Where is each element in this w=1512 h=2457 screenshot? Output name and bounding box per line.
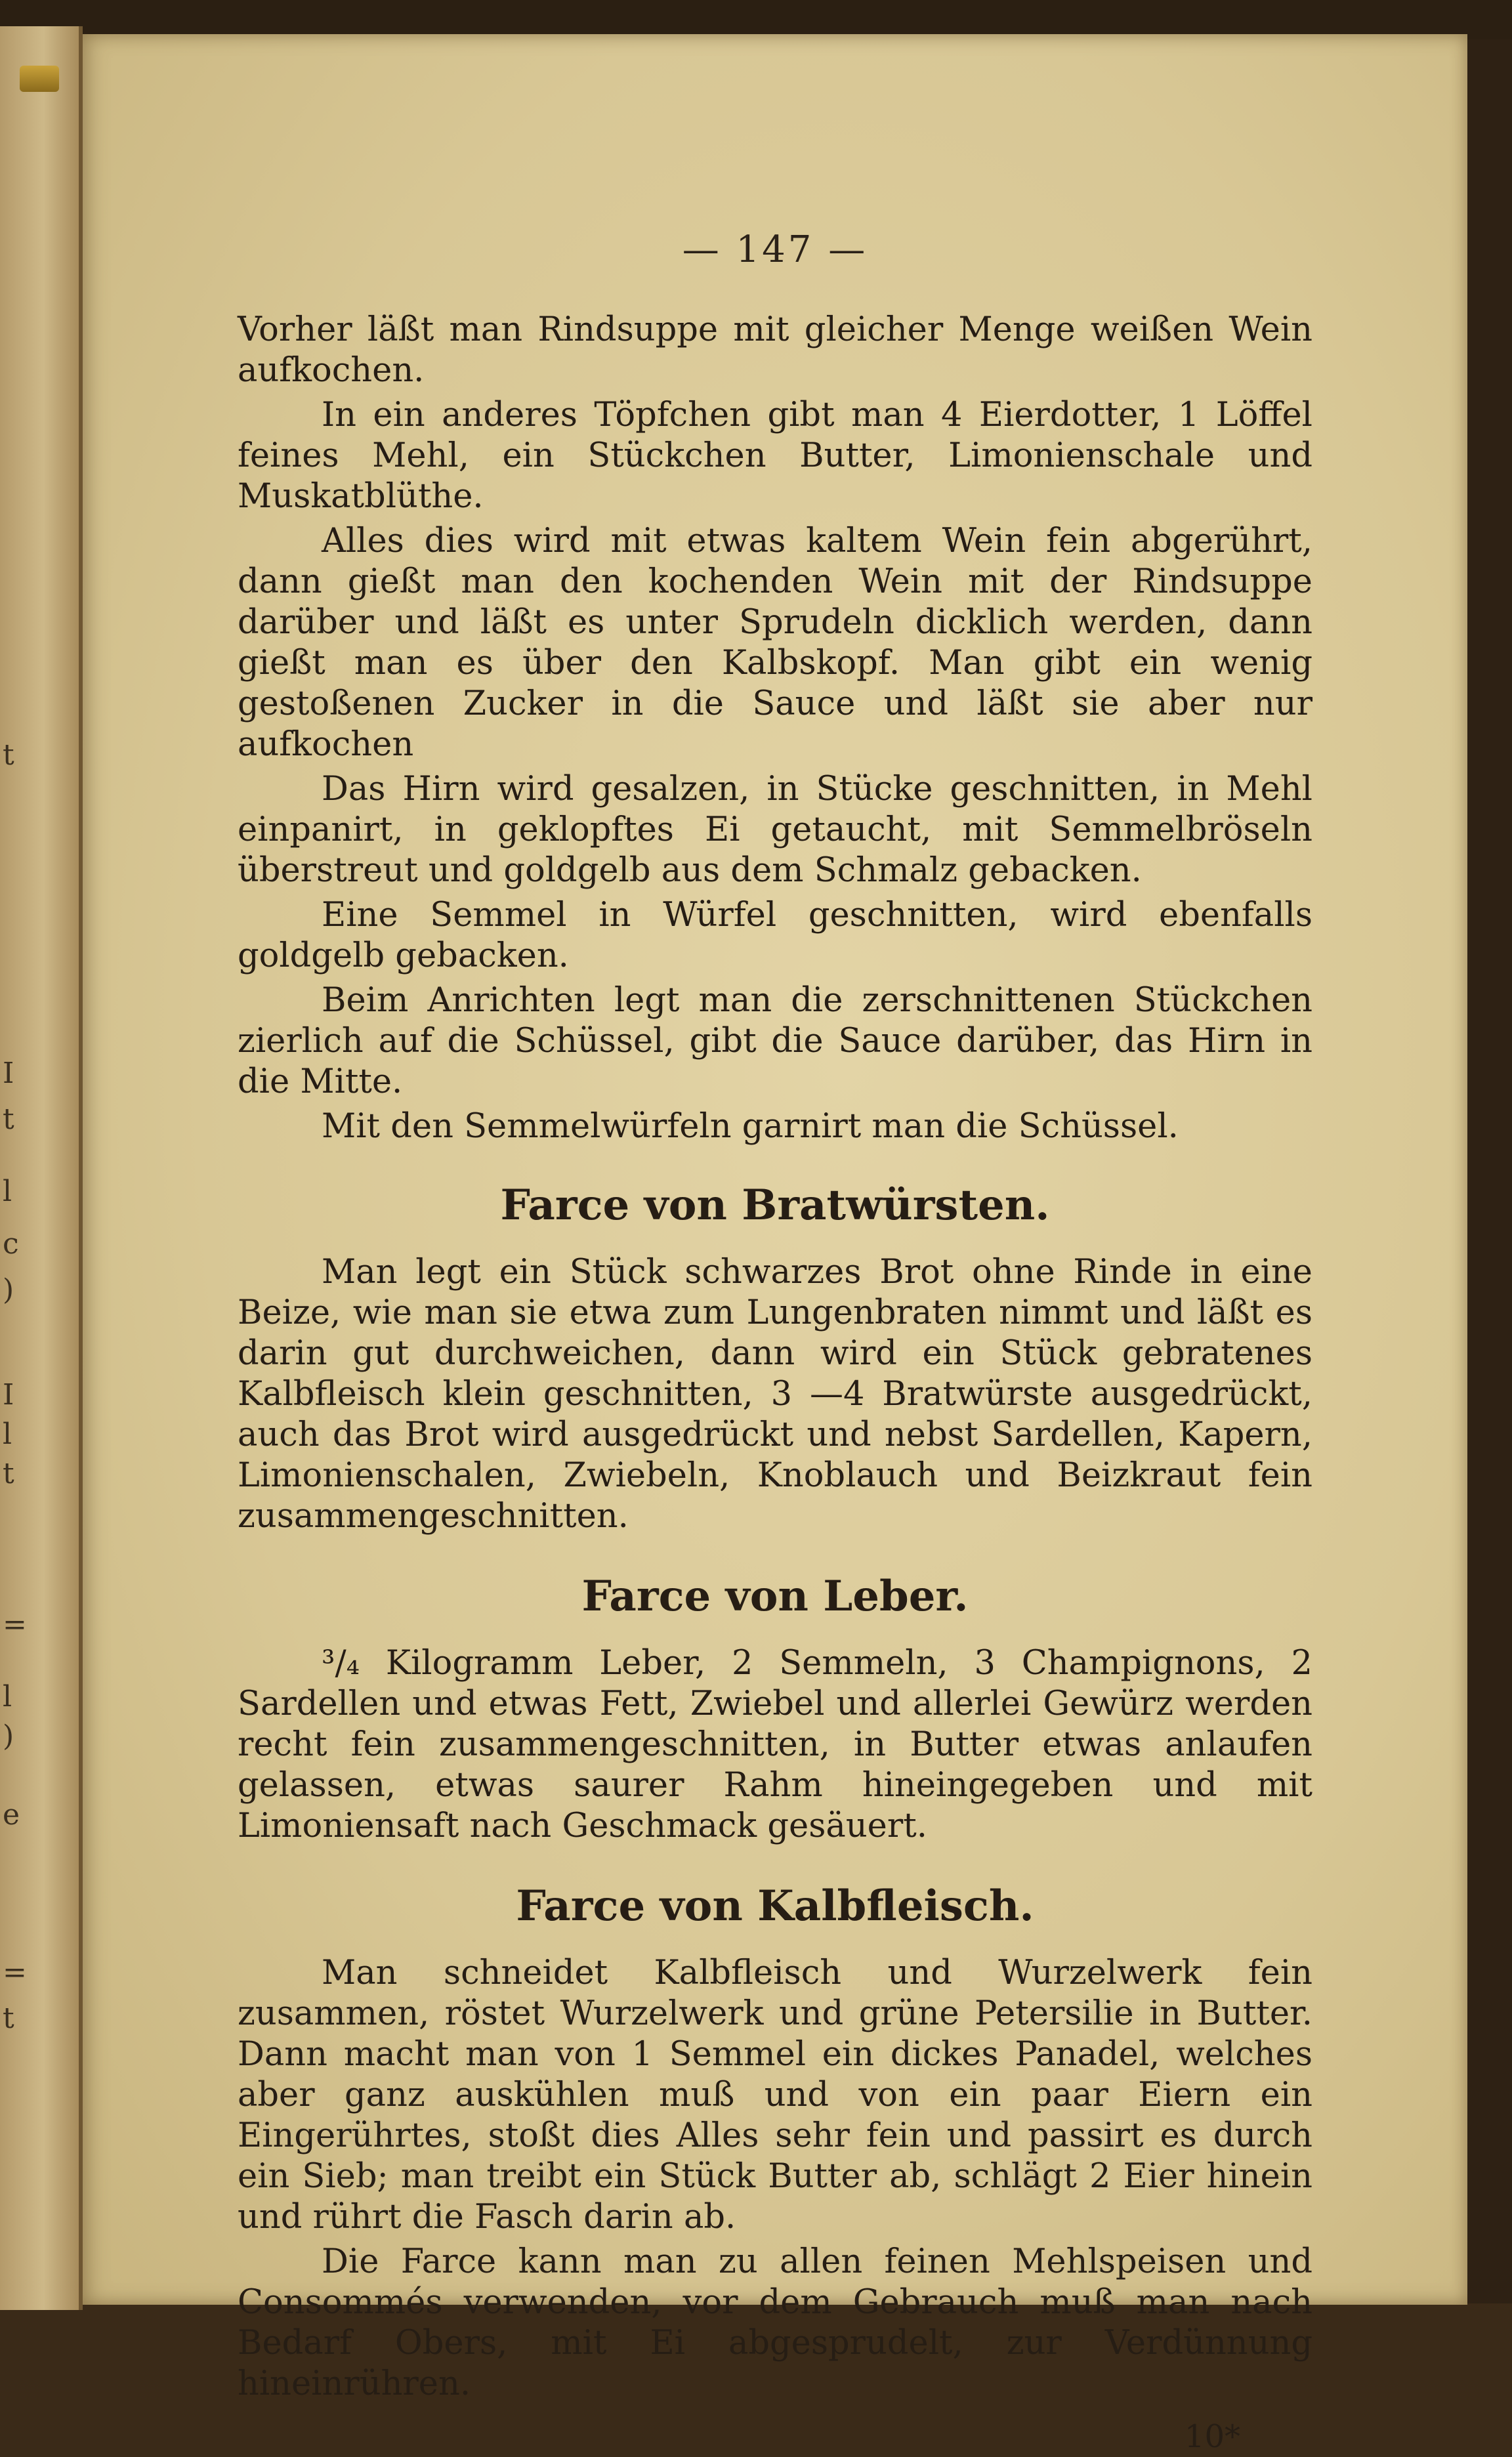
adjacent-page-marks: [0, 26, 26, 2310]
paragraph: Man schneidet Kalbfleisch und Wurzelwerk fein zusammen, röstet Wurzelwerk und grüne Petersilie in Butter. Dann macht man von 1 Semmel ein dickes Panadel, welches aber ganz auskühlen muß und von ein paar Eiern ein Eingerührtes, stoßt dies Alles sehr fein und passirt es durch ein Sieb; man treibt ein Stück Butter ab, schlägt 2 Eier hinein und rührt die Fasch darin ab.: [238, 1954, 1312, 2236]
left-mark: e: [3, 1798, 20, 1832]
left-mark: =: [3, 1956, 27, 1989]
left-mark: c: [3, 1227, 19, 1261]
left-mark: ): [3, 1719, 14, 1753]
adjacent-page-edge: [0, 26, 83, 2310]
paragraph: Mit den Semmelwürfeln garnirt man die Schüssel.: [322, 1107, 1179, 1146]
left-mark: I: [3, 1057, 14, 1090]
left-mark: t: [3, 1102, 14, 1136]
paragraph: Eine Semmel in Würfel geschnitten, wird ebenfalls goldgelb gebacken.: [238, 896, 1312, 975]
section-heading: Farce von Bratwürsten.: [500, 1181, 1050, 1230]
left-mark: t: [3, 1457, 14, 1490]
background-right: [1467, 39, 1512, 2303]
left-mark: l: [3, 1418, 12, 1451]
paragraph: Beim Anrichten legt man die zerschnittenen Stückchen zierlich auf die Schüssel, gibt die Sauce darüber, das Hirn in die Mitte.: [238, 981, 1312, 1101]
left-mark: t: [3, 2002, 14, 2035]
signature-mark: 10*: [1184, 2418, 1240, 2455]
book-page: [83, 34, 1467, 2455]
page-number: — 147 —: [682, 228, 868, 271]
left-mark: I: [3, 1378, 14, 1412]
paragraph: Vorher läßt man Rindsuppe mit gleicher Menge weißen Wein aufkochen.: [238, 310, 1312, 390]
paragraph: Alles dies wird mit etwas kaltem Wein fein abgerührt, dann gießt man den kochenden Wein mit der Rindsuppe darüber und läßt es unter Sprudeln dicklich werden, dann gießt man es über den Kalbskopf. Man gibt ein wenig gestoßenen Zucker in die Sauce und läßt sie aber nur aufkochen: [238, 522, 1312, 764]
background-top: [0, 0, 1512, 39]
left-mark: t: [3, 738, 14, 772]
left-mark: =: [3, 1608, 27, 1641]
page-text: [238, 310, 1312, 2457]
paragraph: ³/₄ Kilogramm Leber, 2 Semmeln, 3 Champignons, 2 Sardellen und etwas Fett, Zwiebel und allerlei Gewürz werden recht fein zusammengeschnitten, in Butter etwas anlaufen gelassen, etwas saurer Rahm hineingegeben und mit Limoniensaft nach Geschmack gesäuert.: [238, 1644, 1312, 1845]
paragraph: Das Hirn wird gesalzen, in Stücke geschnitten, in Mehl einpanirt, in geklopftes Ei getaucht, mit Semmelbröseln überstreut und goldgelb aus dem Schmalz gebacken.: [238, 770, 1312, 890]
paragraph: Die Farce kann man zu allen feinen Mehlspeisen und Consommés verwenden, vor dem Gebrauch muß man nach Bedarf Obers, mit Ei abgesprudelt, zur Verdünnung hineinrühren.: [238, 2242, 1312, 2403]
section-heading: Farce von Kalbfleisch.: [516, 1881, 1034, 1931]
paragraph: Man legt ein Stück schwarzes Brot ohne Rinde in eine Beize, wie man sie etwa zum Lungenbraten nimmt und läßt es darin gut durchweichen, dann wird ein Stück gebratenes Kalbfleisch klein geschnitten, 3 —4 Bratwürste ausgedrückt, auch das Brot wird ausgedrückt und nebst Sardellen, Kapern, Limonienschalen, Zwiebeln, Knoblauch und Beizkraut fein zusammengeschnitten.: [238, 1253, 1312, 1536]
left-mark: l: [3, 1175, 12, 1208]
paragraph: In ein anderes Töpfchen gibt man 4 Eierdotter, 1 Löffel feines Mehl, ein Stückchen Butter, Limonienschale und Muskatblüthe.: [238, 396, 1312, 516]
section-heading: Farce von Leber.: [581, 1572, 969, 1621]
left-mark: ): [3, 1273, 14, 1307]
left-mark: l: [3, 1680, 12, 1713]
